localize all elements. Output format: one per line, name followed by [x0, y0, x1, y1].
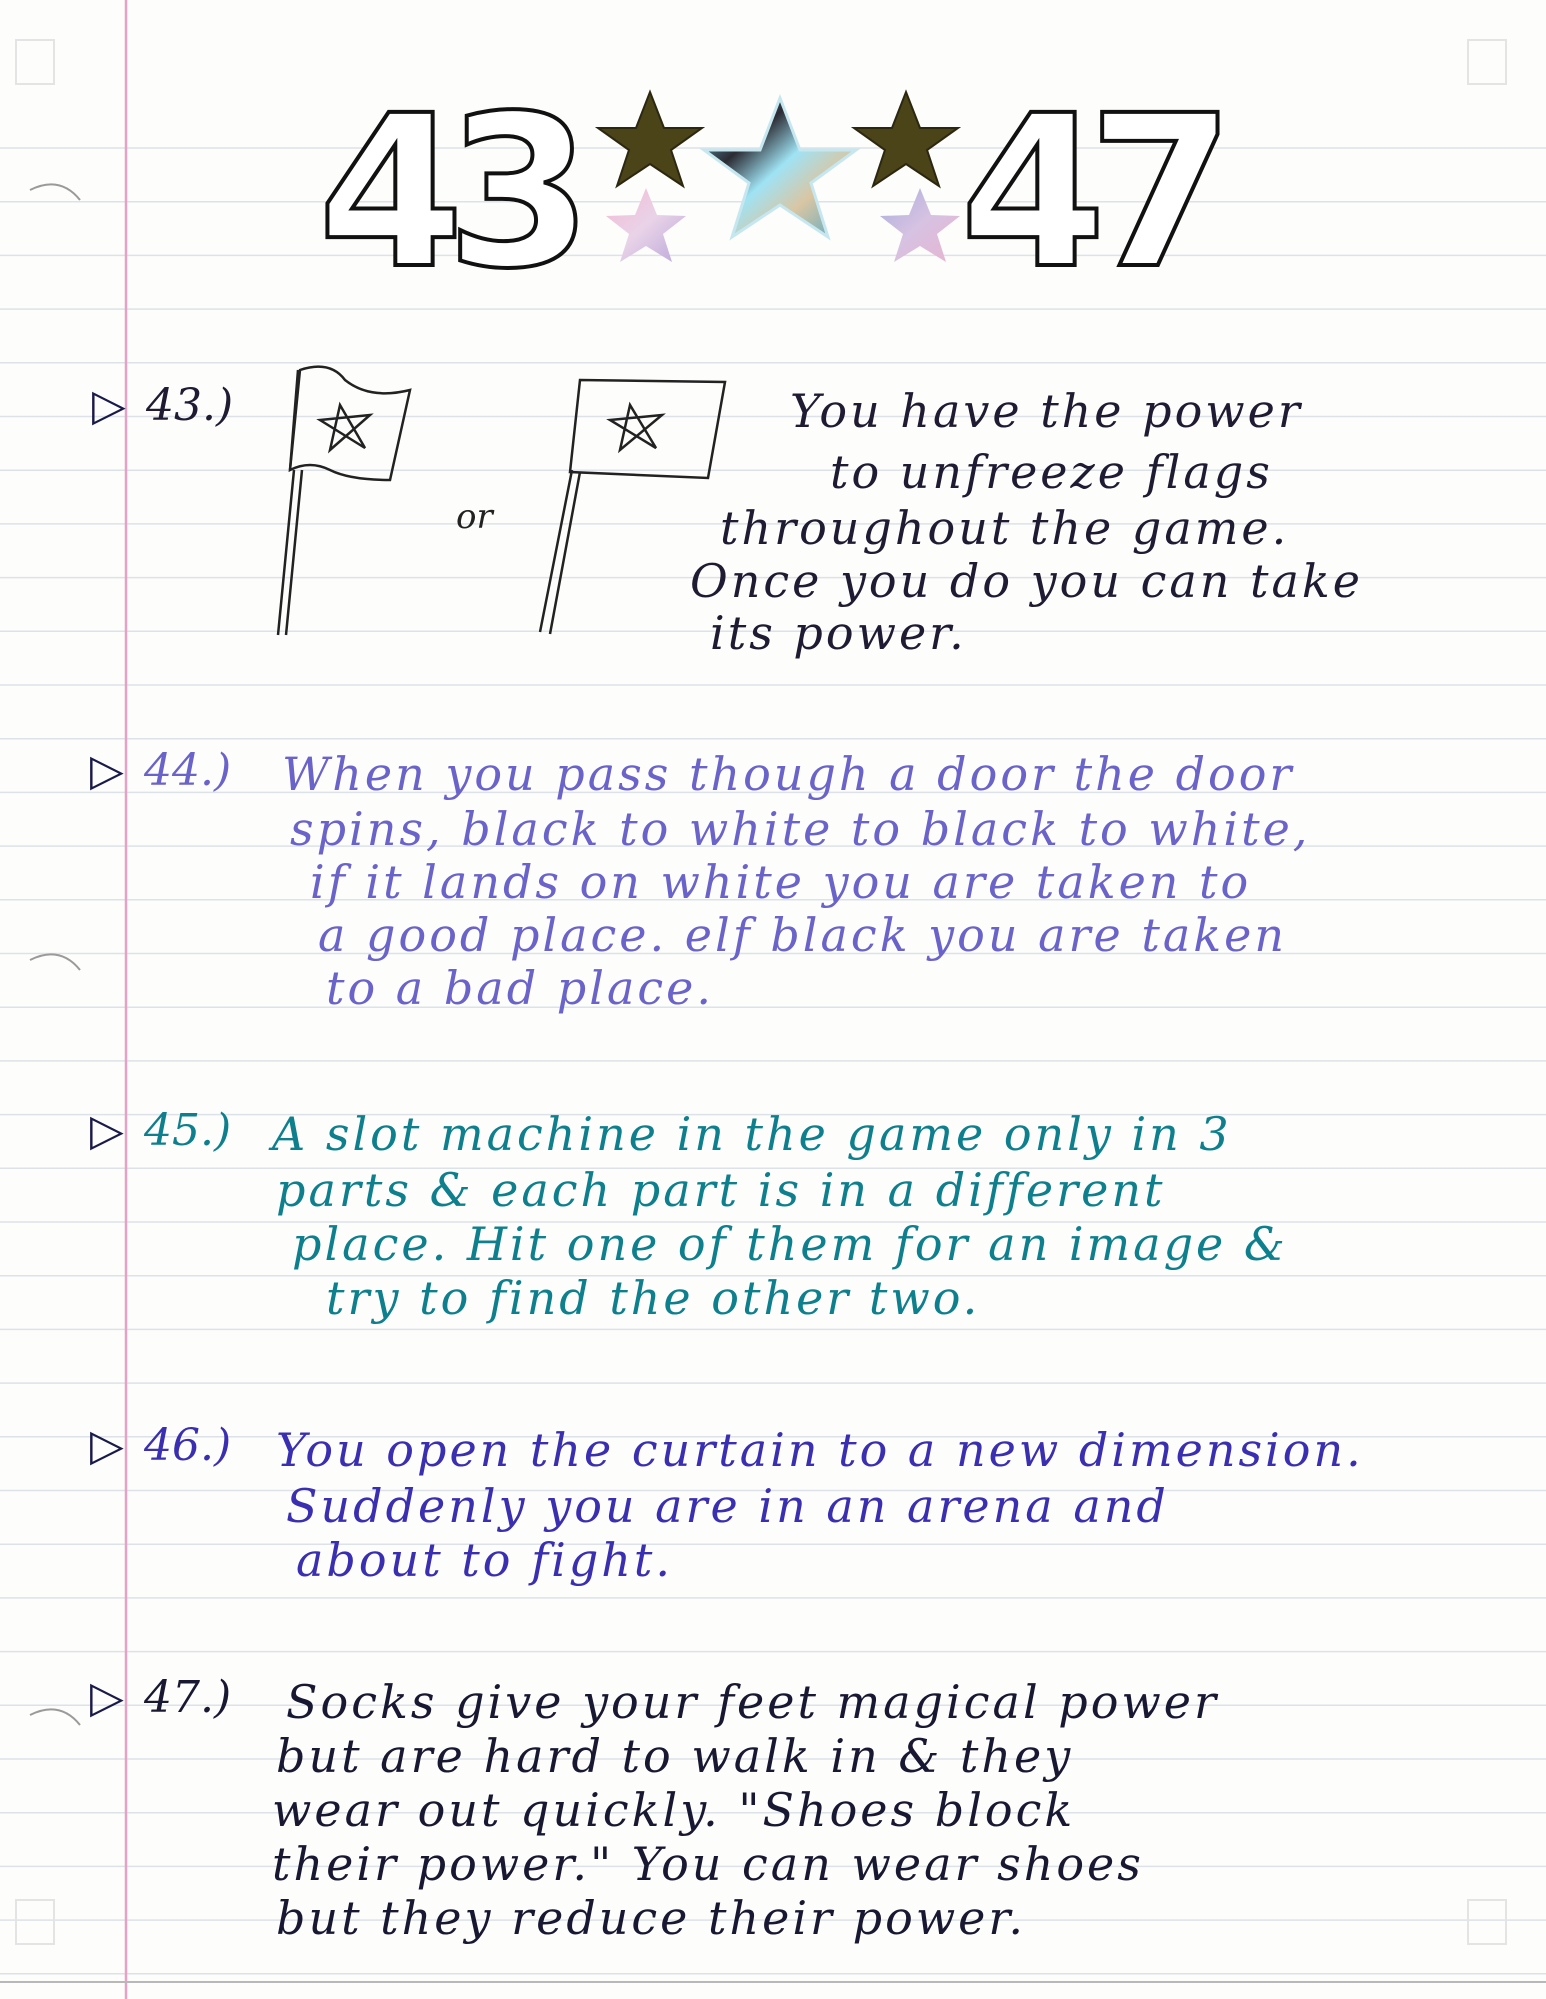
entry-line: its power.	[710, 606, 967, 660]
entry-line: You open the curtain to a new dimension.	[276, 1423, 1364, 1477]
entry-line: to a bad place.	[326, 961, 714, 1015]
entry-line: their power." You can wear shoes	[272, 1837, 1144, 1891]
corner-mark-icon	[16, 1900, 54, 1944]
entry-number: 43.)	[146, 380, 234, 431]
entry-line: but are hard to walk in & they	[276, 1729, 1074, 1783]
triangle-right-outline-icon: ▷	[90, 1105, 124, 1156]
entry-line: try to find the other two.	[326, 1271, 981, 1325]
header-number-right: 47	[960, 70, 1217, 315]
entry-line: about to fight.	[296, 1533, 674, 1587]
entry-line: A slot machine in the game only in 3	[272, 1107, 1232, 1161]
entry-line: place. Hit one of them for an image &	[292, 1217, 1288, 1271]
entry-line: but they reduce their power.	[276, 1891, 1026, 1945]
waving-flag-icon	[278, 367, 410, 635]
triangle-right-outline-icon: ▷	[90, 745, 124, 796]
entry-line: When you pass though a door the door	[282, 747, 1295, 801]
entry-line: Socks give your feet magical power	[286, 1675, 1220, 1729]
entry-line: You have the power	[790, 384, 1303, 438]
entry-line: a good place. elf black you are taken	[318, 908, 1288, 962]
triangle-right-outline-icon: ▷	[90, 1420, 124, 1471]
entry-number: 47.)	[144, 1672, 232, 1723]
lavender-star-sticker	[880, 188, 960, 262]
entry-line: Suddenly you are in an arena and	[286, 1479, 1169, 1533]
entry-line: if it lands on white you are taken to	[310, 855, 1252, 909]
gold-star-sticker	[854, 92, 958, 186]
entry-line: wear out quickly. "Shoes block	[272, 1783, 1076, 1837]
entry-line: Once you do you can take	[690, 554, 1364, 608]
triangle-right-outline-icon: ▷	[92, 380, 126, 431]
entry-line: parts & each part is in a different	[276, 1163, 1166, 1217]
corner-mark-icon	[1468, 1900, 1506, 1944]
holographic-star-sticker	[704, 98, 856, 237]
or-label: or	[456, 497, 493, 537]
entry-line: spins, black to white to black to white,	[290, 802, 1311, 856]
entry-number: 44.)	[144, 745, 232, 796]
flag-drawings	[270, 360, 740, 650]
gold-star-sticker	[598, 92, 702, 186]
entry-number: 46.)	[144, 1420, 232, 1471]
star-stickers	[0, 0, 1546, 320]
pink-star-sticker	[606, 188, 686, 262]
binder-hole-icon	[30, 1709, 80, 1725]
triangle-right-outline-icon: ▷	[90, 1672, 124, 1723]
entry-line: throughout the game.	[720, 501, 1290, 555]
entry-number: 45.)	[144, 1105, 232, 1156]
entry-line: to unfreeze flags	[830, 445, 1273, 499]
binder-hole-icon	[30, 954, 80, 970]
header-number-left: 43	[318, 70, 575, 315]
